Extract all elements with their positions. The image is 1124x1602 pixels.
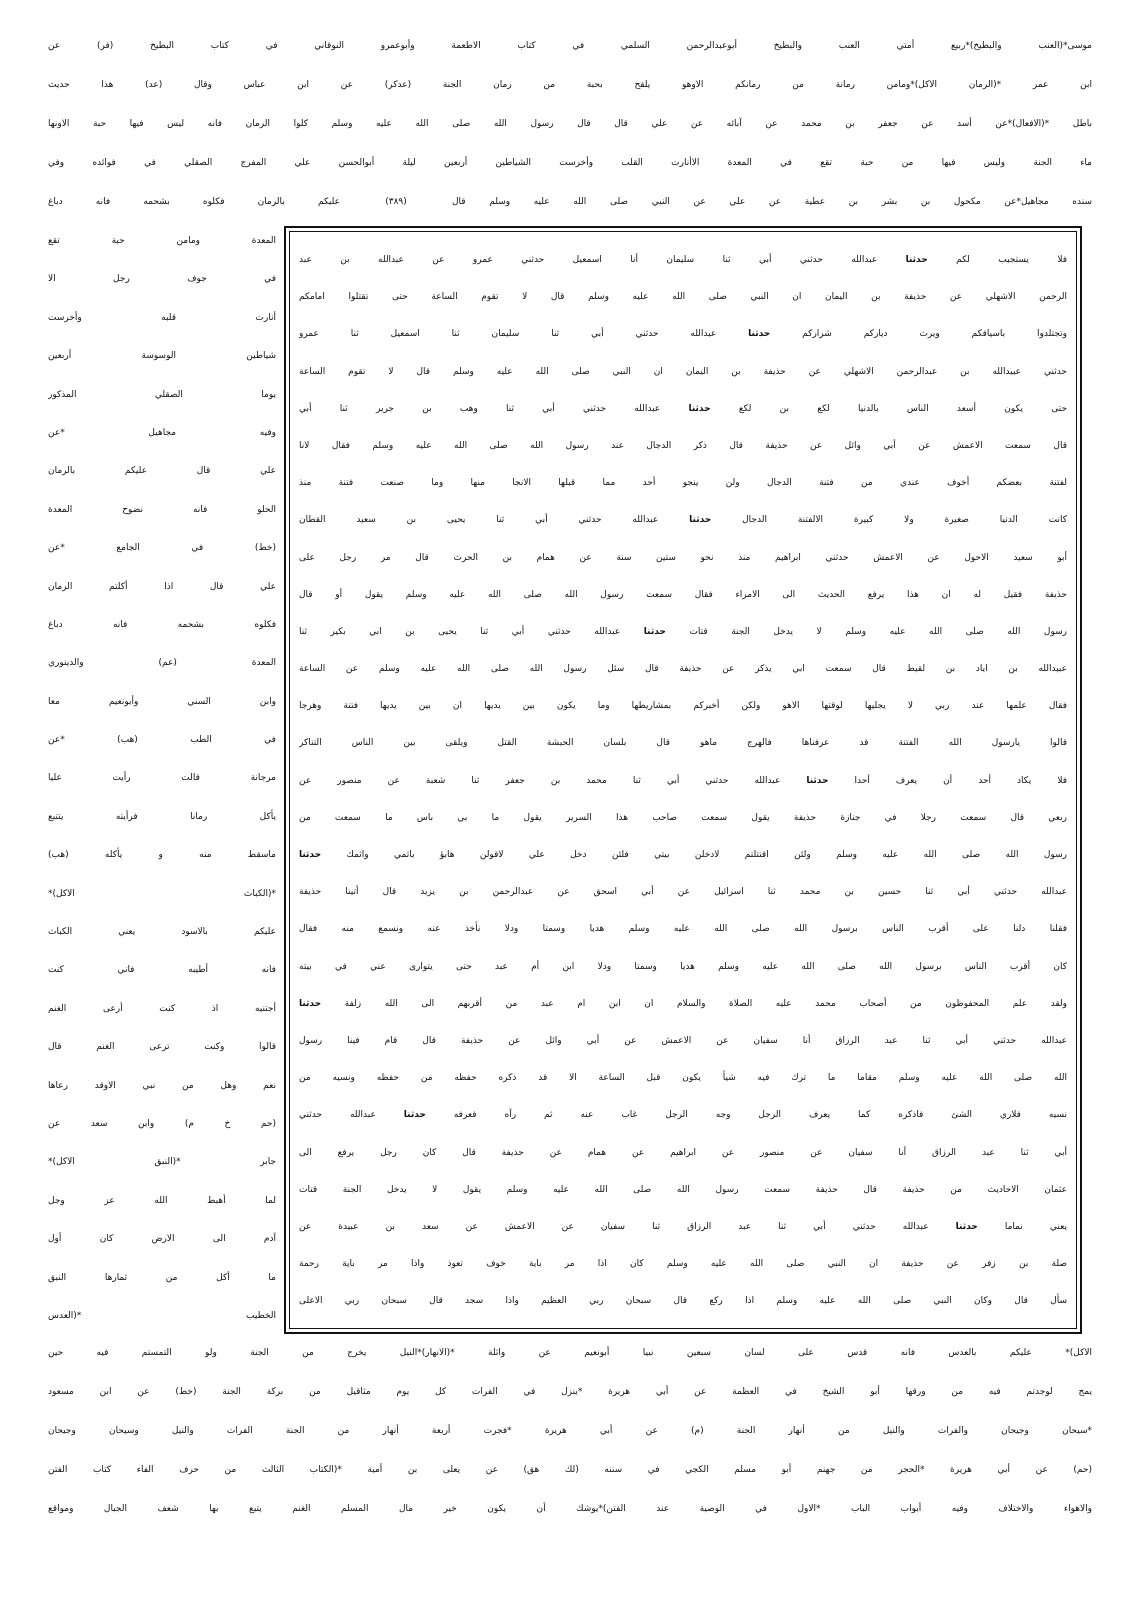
hadith-text-line: فلا يكاد أحد أن يعرف أحدا حدثنا عبدالله حدثني أبي ثنا محمد بن جعفر ثنا شعبة عن منصور عن	[299, 775, 1067, 786]
hadith-text-line: حتى يكون أسعد الناس بالدنيا لكع بن لكع حدثنا عبدالله حدثني أبي ثنا وهب بن جرير ثنا أبي	[299, 403, 1067, 414]
hadith-text	[299, 242, 1067, 1320]
header-text-line: موسى*(العنب والبطيخ)*ربيع أمتي العنب والبطيخ أبوعبدالرحمن السلمي في كتاب الاطعمة وأبوعمرو النوقاني في كتاب البطيخ (فر) عن	[48, 41, 1092, 51]
narration-marker: حدثنا	[689, 515, 712, 526]
margin-text-line: أنارت قلبه وأخرست	[48, 312, 276, 323]
header-text-line: ماء الجنة وليس فيها من حبة تقع في المعدة الاأنارت القلب وأخرست الشياطين أربعين ليلة أبوالحسن علي المفرج الصقلي في فوائده وفي	[48, 158, 1092, 168]
margin-text-line: ماسقط منه و يأكله (هب)	[48, 850, 276, 861]
hadith-text-line: فلا يستجيب لكم حدثنا عبدالله حدثني أبي ثنا سليمان أنا اسمعيل حدثني عمرو عن عبدالله بن عبد	[299, 255, 1067, 265]
margin-text-line: علي قال عليكم بالرمان	[48, 466, 276, 477]
margin-text-line: في جوف رجل الا	[48, 274, 276, 285]
narration-marker: حدثنا	[955, 1221, 978, 1232]
narration-marker: حدثنا	[403, 1110, 426, 1121]
footer-text-line: *سيحان وجيحان والفرات والنيل من أنهار الجنة (م) عن أبي هريرة *فجرت أربعة أنهار من الجنة الفرات والنيل وسيحان وجيحان	[48, 1426, 1092, 1436]
header-text	[48, 27, 1092, 222]
header-lines	[48, 27, 1092, 183]
margin-text-line: فانه أطيبه فاني كنت	[48, 965, 276, 976]
margin-text-line: المعدة ومامن حبة تقع	[48, 236, 276, 246]
margin-text-line: (خط) في الجامع *عن	[48, 543, 276, 554]
hadith-text-line: قالوا يارسول الله الفتنة قد عرفناها فالهرج ماهو قال بلسان الحبشة القتل ويلقى بين الناس التناكر	[299, 738, 1067, 749]
hadith-text-line: عبدالله حدثني أبي ثنا حسين بن محمد ثنا اسرائيل عن أبي اسحق عن عبدالرحمن بن يزيد قال أتينا حذيفة	[299, 887, 1067, 898]
hadith-text-line: فقال علمها عند ربي لا يجليها لوقتها الاهو ولكن أخبركم بمشاريطها وما يكون بين يديها ان بين يديها فتنة وهرجا	[299, 701, 1067, 712]
hadith-text-line: ولقد علم المحفوظون من أصحاب محمد عليه الصلاة والسلام ان ابن ام عبد من أقربهم الى الله زلفة حدثنا	[299, 998, 1067, 1009]
margin-text-line: علي قال اذا أكلتم الرمان	[48, 581, 276, 592]
margin-text-line: يأكل رمانا فرأيته يتتبع	[48, 811, 276, 822]
margin-text-line: شياطين الوسوسة أربعين	[48, 351, 276, 362]
margin-text-line: (حم خ م) وابن سعد عن	[48, 1118, 276, 1129]
margin-text-line: في الطب (هب) *عن	[48, 735, 276, 746]
narration-marker: حدثنا	[748, 329, 771, 340]
margin-text-line: الحلو فانه نضوح المعدة	[48, 504, 276, 515]
hadith-text-line: رسول الله صلى الله عليه وسلم لا يدخل الجنة قتات حدثنا عبدالله حدثني أبي ثنا يحيى بن ابي بكير ثنا	[299, 626, 1067, 637]
margin-text-line: وفيه مجاهيل *عن	[48, 427, 276, 438]
margin-text-line: فكلوه بشحمه فانه دباغ	[48, 619, 276, 630]
narration-marker: حدثنا	[643, 626, 666, 637]
hadith-text-line: فقلنا دلنا على أقرب الناس برسول الله صلى الله عليه وسلم هديا وسمتا ودلا نأخذ عنه ونسمع منه فقال	[299, 924, 1067, 935]
narration-marker: حدثنا	[299, 850, 322, 860]
hadith-text-line: كان أقرب الناس برسول الله صلى الله عليه وسلم هديا وسمتا ودلا ابن أم عبد حتى يتوارى عني في بيته	[299, 961, 1067, 972]
hadith-text-line: قال سمعت الاعمش عن أبي وائل عن حذيفة قال ذكر الدجال عند رسول الله صلى الله عليه وسلم فقال لانا	[299, 440, 1067, 451]
hadith-text-line: حذيفة فقيل له ان هذا يرفع الحديث الى الامراء فقال سمعت رسول الله صلى الله عليه وسلم يقول أو قال	[299, 589, 1067, 600]
margin-text-line: المعدة (عم) والدينوري	[48, 658, 276, 669]
margin-text-line: مرجانة قالت رأيت عليا	[48, 773, 276, 784]
margin-text-line: لما أهبط الله عز وجل	[48, 1195, 276, 1206]
hadith-text-line: وتجتلدوا باسيافكم ويرث دياركم شراركم حدثنا عبدالله حدثني أبي ثنا سليمان ثنا اسمعيل ثنا عمرو	[299, 329, 1067, 340]
hadith-text-line: ربعي قال سمعت رجلا في جنازة حذيفة يقول سمعت صاحب هذا السرير يقول ما بي باس ما سمعت من	[299, 812, 1067, 823]
hadith-text-line: صلة بن زفر عن حذيفة ان النبي صلى الله عليه وسلم كان اذا مر باية خوف تعوذ واذا مر باية رحمة	[299, 1259, 1067, 1270]
hadith-text-line: رسول الله صلى الله عليه وسلم ولئن اقتتلتم لادخلن بيتي فلئن دخل علي لاقولن هابؤ باثمي واثمك حدثنا	[299, 850, 1067, 860]
hadith-text-line: لفتنة بعضكم أخوف عندي من فتنة الدجال ولن ينجو أحد مما قبلها الانجا منها وما صنعت فتنة منذ	[299, 478, 1067, 489]
margin-text-line: ما أكل من ثمارها النبق	[48, 1272, 276, 1283]
margin-text-line: قالوا وكنت ترعى الغنم قال	[48, 1042, 276, 1053]
narration-marker: حدثنا	[688, 403, 711, 414]
margin-text-line: الخطيب *(العدس	[48, 1310, 276, 1321]
page-number: (٣٨٩)	[385, 197, 407, 207]
hadith-text-inner-border	[289, 231, 1077, 1329]
hadith-text-line: الله صلى الله عليه وسلم مقاما ما ترك فيه شيأ يكون قبل الساعة الا قد ذكره حفظه من حفظه ونسيه من	[299, 1073, 1067, 1084]
hadith-text-line: يعني نماما حدثنا عبدالله حدثني أبي ثنا عبد الرزاق ثنا سفيان عن الاعمش عن سعد بن عبيدة عن	[299, 1221, 1067, 1232]
footer-text-line: والاهواء والاختلاف وفيه أبواب الباب *الاول في الوصية عند الفتن)*يوشك أن يكون خير مال المسلم الغنم يتبع بها شعف الجبال ومواقع	[48, 1504, 1092, 1514]
margin-text-line: أجتنيه اذ كنت أرعى الغنم	[48, 1003, 276, 1014]
hadith-text-line: أبو سعيد الاحول عن الاعمش حدثني ابراهيم منذ نحو ستين سنة عن همام بن الحرث قال مر رجل على	[299, 552, 1067, 563]
hadith-text-line: حدثني عبيدالله بن عبدالرحمن الاشهلي عن حذيفة بن اليمان ان النبي صلى الله عليه وسلم قال لا تقوم الساعة	[299, 366, 1067, 377]
footer-text-line: الاكل)* عليكم بالعدس فانه قدس على لسان سبعين نبيا أبونعيم عن واثلة *(الانهار)*النيل يخرج من الجنة ولو التمستم فيه حين	[48, 1348, 1092, 1358]
margin-text-line: وابن السني وأبونعيم معا	[48, 696, 276, 707]
footer-text	[48, 1334, 1092, 1529]
margin-text-line: جابر *(النبق الاكل)*	[48, 1157, 276, 1168]
narration-marker: حدثنا	[905, 255, 928, 265]
hadith-text-line: عبدالله حدثني أبي ثنا عبد الرزاق أنا سفيان عن الاعمش عن أبي وائل عن حذيفة قال قام فينا رسول	[299, 1035, 1067, 1046]
margin-text-line: *(الكباث الاكل)*	[48, 888, 276, 899]
hadith-text-line: عثمان الاحاديث من حذيفة قال حذيفة سمعت رسول الله صلى الله عليه وسلم يقول لا يدخل الجنة قتات	[299, 1184, 1067, 1195]
hadith-text-line: أبي ثنا عبد الرزاق أنا سفيان عن منصور عن ابراهيم عن همام عن حذيفة قال كان رجل يرفع الى	[299, 1147, 1067, 1158]
header-text-line: ابن عمر *(الرمان الاكل)*ومامن رمانة من رمانكم الاوهو يلقح بحبة من رمان الجنة (عدكر) عن ابن عباس وقال (عد) هذا حديث	[48, 80, 1092, 90]
hadith-text-line: كانت الدنيا صغيرة ولا كبيرة الالفتنة الدجال حدثنا عبدالله حدثني أبي ثنا يحيى بن سعيد القطان	[299, 515, 1067, 526]
footer-text-line: (حم) عن أبي هريرة *الحجر من جهنم أبو مسلم الكجي في سننه (لك هق) عن يعلى بن أمية *(الكتاب الثالث من حرف الفاء كتاب الفتن	[48, 1465, 1092, 1475]
margin-text-line: عليكم بالاسود يعني الكباث	[48, 927, 276, 938]
narration-marker: حدثنا	[299, 998, 322, 1009]
margin-commentary	[48, 222, 276, 1335]
margin-text-line: نعم وهل من نبي الاوقد رعاها	[48, 1080, 276, 1091]
hadith-text-frame	[284, 226, 1082, 1334]
header-text-line: باطل *(الافعال)*عن أسد عن جعفر بن محمد عن آبائه عن علي قال قال رسول الله صلى الله عليه وسلم كلوا الرمان فانه ليس فيها حبة الاونها	[48, 119, 1092, 129]
hadith-text-line: الرحمن الاشهلي عن حذيفة بن اليمان ان النبي صلى الله عليه وسلم قال لا تقوم الساعة حتى تقتلوا امامكم	[299, 292, 1067, 303]
hadith-text-line: سأل قال وكان النبي صلى الله عليه وسلم اذا ركع قال سبحان ربي العظيم واذا سجد قال سبحان ربي الاعلى	[299, 1296, 1067, 1307]
hadith-text-line: نسيه فلاري الشئ فاذكره كما يعرف الرجل وجه الرجل غاب عنه ثم رآه فعرفه حدثنا عبدالله حدثني	[299, 1110, 1067, 1121]
hadith-text-line: عبيدالله بن اياد بن لقيط قال سمعت ابي يذكر عن حذيفة قال سئل رسول الله صلى الله عليه وسلم عن الساعة	[299, 664, 1067, 675]
margin-text-line: يوما الصقلي المذكور	[48, 389, 276, 400]
narration-marker: حدثنا	[806, 775, 829, 786]
footer-text-line: يمج لوجدتم فيه من ورقها أبو الشيخ في العظمة عن أبي هريرة *ينزل في الفرات كل يوم مثاقيل من بركة الجنة (خط) عن ابن مسعود	[48, 1387, 1092, 1397]
header-last-line	[48, 183, 1092, 222]
margin-text-line: آدم الى الارض كان أول	[48, 1234, 276, 1245]
header-last-line-left: عليكم بالرمان فكلوه بشحمه فانه دباغ	[48, 197, 340, 207]
header-last-line-right: سنده مجاهيل*عن مكحول بن بشر بن عطية عن علي عن النبي صلى الله عليه وسلم قال	[452, 197, 1092, 207]
